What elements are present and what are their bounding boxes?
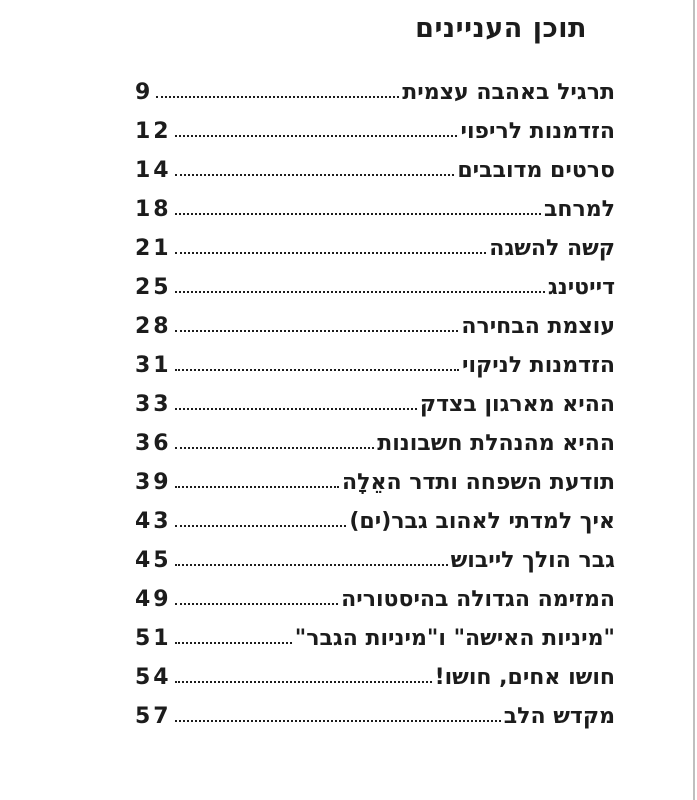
- dotted-leader: [175, 174, 455, 176]
- toc-entry-title: עוצמת הבחירה: [461, 314, 615, 339]
- toc-entry[interactable]: [135, 236, 615, 261]
- toc-page-number: 45: [135, 548, 172, 573]
- toc-entry-title: הזדמנות לניקוי: [462, 353, 615, 378]
- dotted-leader: [175, 408, 417, 410]
- toc-entry[interactable]: [135, 665, 615, 690]
- toc-entry[interactable]: [135, 314, 615, 339]
- toc-page-number: 57: [135, 704, 172, 729]
- dotted-leader: [175, 330, 459, 332]
- toc-page-number: 14: [135, 158, 172, 183]
- dotted-leader: [175, 720, 501, 722]
- toc-entry-title: סרטים מדובבים: [457, 158, 615, 183]
- dotted-leader: [175, 642, 292, 644]
- toc-entry-title: ההיא מארגון בצדק: [419, 392, 615, 417]
- toc-entry[interactable]: [135, 626, 615, 651]
- toc-page-number: 31: [135, 353, 172, 378]
- toc-page-number: 36: [135, 431, 172, 456]
- toc-entry-title: הזדמנות לריפוי: [460, 119, 615, 144]
- toc-page-number: 39: [135, 470, 172, 495]
- toc-entry[interactable]: [135, 275, 615, 300]
- toc-entry-title: חושו אחים, חושו!: [434, 665, 615, 690]
- toc-entry[interactable]: [135, 587, 615, 612]
- toc-entry-title: איך למדתי לאהוב גבר(ים): [349, 509, 615, 534]
- toc-entry-title: ההיא מהנהלת חשבונות: [377, 431, 615, 456]
- toc-entry-title: תודעת השפחה ותדר האֵלָה: [342, 470, 615, 495]
- toc-entry[interactable]: [135, 704, 615, 729]
- toc-page-number: 54: [135, 665, 172, 690]
- toc-entry[interactable]: [135, 392, 615, 417]
- toc-entry-title: קשה להשגה: [489, 236, 615, 261]
- page-title: תוכן העניינים: [415, 13, 587, 44]
- toc-entry-title: דייטינג: [547, 275, 615, 300]
- toc-entry[interactable]: [135, 353, 615, 378]
- toc-entry-title: המזימה הגדולה בהיסטוריה: [341, 587, 615, 612]
- toc-entry[interactable]: [135, 470, 615, 495]
- dotted-leader: [175, 447, 375, 449]
- dotted-leader: [175, 135, 458, 137]
- toc-list: [0, 80, 697, 729]
- toc-entry[interactable]: [135, 158, 615, 183]
- toc-entry[interactable]: [135, 548, 615, 573]
- toc-page-number: 28: [135, 314, 172, 339]
- toc-page-number: 51: [135, 626, 172, 651]
- toc-page-number: 33: [135, 392, 172, 417]
- toc-page-number: 25: [135, 275, 172, 300]
- toc-entry[interactable]: [135, 431, 615, 456]
- toc-entry-title: תרגיל באהבה עצמית: [402, 80, 615, 105]
- toc-entry-title: למרחב: [543, 197, 615, 222]
- toc-entry-title: מקדש הלב: [503, 704, 615, 729]
- dotted-leader: [175, 681, 432, 683]
- toc-entry[interactable]: [135, 509, 615, 534]
- toc-entry-title: גבר הולך לייבוש: [450, 548, 615, 573]
- toc-entry[interactable]: [135, 119, 615, 144]
- page-right-edge-line: [693, 0, 695, 800]
- dotted-leader: [175, 525, 347, 527]
- toc-page-number: 18: [135, 197, 172, 222]
- toc-page-number: 9: [135, 80, 154, 105]
- toc-entry[interactable]: [135, 80, 615, 105]
- toc-page-number: 21: [135, 236, 172, 261]
- toc-entry[interactable]: [135, 197, 615, 222]
- toc-entry-title: "מיניות האישה" ו"מיניות הגבר": [294, 626, 615, 651]
- toc-page-number: 43: [135, 509, 172, 534]
- dotted-leader: [175, 213, 541, 215]
- dotted-leader: [175, 603, 339, 605]
- dotted-leader: [175, 291, 545, 293]
- dotted-leader: [175, 252, 487, 254]
- dotted-leader: [175, 564, 448, 566]
- dotted-leader: [175, 369, 459, 371]
- toc-page-number: 49: [135, 587, 172, 612]
- toc-page-number: 12: [135, 119, 172, 144]
- dotted-leader: [156, 96, 399, 98]
- dotted-leader: [175, 486, 339, 488]
